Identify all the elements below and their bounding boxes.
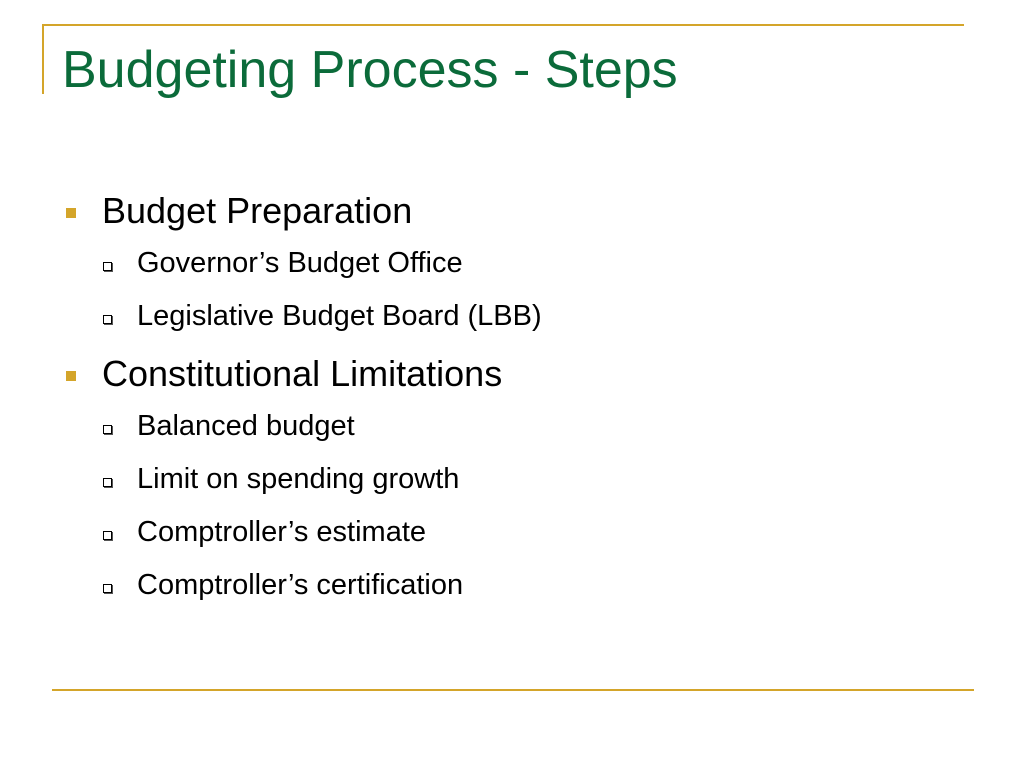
left-border-stub <box>42 24 44 94</box>
hollow-square-bullet-icon <box>103 531 112 540</box>
hollow-square-bullet-icon <box>103 584 112 593</box>
bullet-constitutional-limitations <box>62 351 962 397</box>
slide-content <box>62 188 962 612</box>
sub-list-constitutional-limitations <box>62 400 962 612</box>
bottom-border-line <box>52 689 974 691</box>
bullet-label: Budget Preparation <box>102 190 413 231</box>
sub-bullet-label: Limit on spending growth <box>137 463 460 495</box>
sub-list-budget-preparation <box>62 237 962 343</box>
hollow-square-bullet-icon <box>103 315 112 324</box>
slide-title: Budgeting Process - Steps <box>62 41 678 99</box>
sub-bullet-item <box>62 559 962 612</box>
sub-bullet-item <box>62 400 962 453</box>
sub-bullet-label: Comptroller’s estimate <box>137 516 427 548</box>
square-bullet-icon <box>66 371 76 381</box>
sub-bullet-item <box>62 290 962 343</box>
sub-bullet-label: Legislative Budget Board (LBB) <box>137 300 542 332</box>
sub-bullet-label: Balanced budget <box>137 410 355 442</box>
sub-bullet-item <box>62 237 962 290</box>
sub-bullet-item <box>62 506 962 559</box>
square-bullet-icon <box>66 208 76 218</box>
hollow-square-bullet-icon <box>103 478 112 487</box>
sub-bullet-label: Comptroller’s certification <box>137 569 464 601</box>
hollow-square-bullet-icon <box>103 425 112 434</box>
bullet-budget-preparation <box>62 188 962 234</box>
sub-bullet-label: Governor’s Budget Office <box>137 247 463 279</box>
bullet-label: Constitutional Limitations <box>102 353 503 394</box>
top-border-line <box>42 24 964 26</box>
sub-bullet-item <box>62 453 962 506</box>
hollow-square-bullet-icon <box>103 262 112 271</box>
